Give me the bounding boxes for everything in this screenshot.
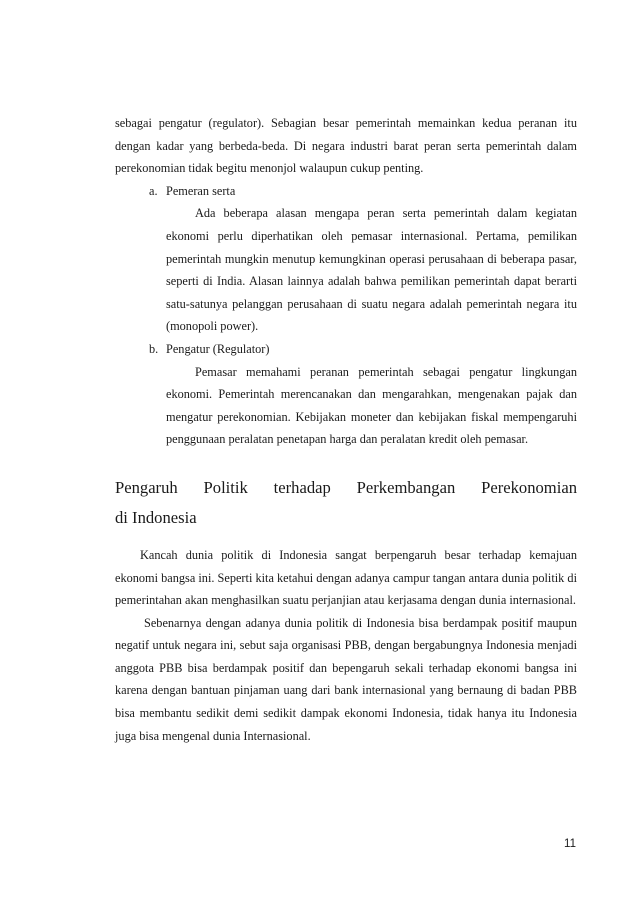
list-item-pengatur — [115, 338, 577, 451]
list-marker: b. — [149, 341, 159, 356]
intro-paragraph: sebagai pengatur (regulator). Sebagian besar pemerintah memainkan kedua peranan itu dengan kadar yang berbeda-beda. Di negara industri barat peran serta pemerintah dalam perekonomian tidak begitu menonjol walaupun cukup penting. — [115, 116, 577, 176]
section-heading-line-2: di Indonesia — [115, 507, 197, 527]
list-item-title: Pemeran serta — [166, 183, 236, 198]
role-list — [115, 180, 577, 451]
list-item-title: Pengatur (Regulator) — [166, 341, 270, 356]
body-paragraph-1: Kancah dunia politik di Indonesia sangat berpengaruh besar terhadap kemajuan ekonomi bangsa ini. Seperti kita ketahui dengan adanya campur tangan antara dunia politik di pemerintahan akan menghasilkan suatu perjanjian atau kerjasama dengan dunia internasional. — [115, 547, 577, 608]
list-marker: a. — [149, 183, 158, 198]
section-heading-line-1: Pengaruh Politik terhadap Perkembangan Perekonomian — [115, 477, 577, 497]
list-item-body: Pemasar memahami peranan pemerintah sebagai pengatur lingkungan ekonomi. Pemerintah merencanakan dan mengarahkan, mengenakan pajak dan mengatur perekonomian. Kebijakan moneter dan kebijakan fiskal mempengaruhi penggunaan peralatan penetapan harga dan peralatan kredit oleh pemasar. — [166, 364, 577, 447]
section-spacer — [115, 533, 577, 544]
list-item-heading — [149, 338, 577, 361]
list-item-pemeran-serta — [115, 180, 577, 338]
list-item-body: Ada beberapa alasan mengapa peran serta pemerintah dalam kegiatan ekonomi perlu diperhatikan oleh pemasar internasional. Pertama, pemilikan pemerintah mungkin menutup kemungkinan operasi perusahaan di beberapa pasar, seperti di India. Alasan lainnya adalah bahwa pemilikan pemerintah dapat berarti satu-satunya pelanggan perusahaan di suatu negara adalah pemerintah negara itu (monopoli power). — [166, 206, 577, 334]
body-paragraph-2: Sebenarnya dengan adanya dunia politik di Indonesia bisa berdampak positif maupun negatif untuk negara ini, sebut saja organisasi PBB, dengan bergabungnya Indonesia menjadi anggota PBB bisa berdampak positif dan bepengaruh sekali terhadap ekonomi bangsa ini karena dengan bantuan pinjaman uang dari bank internasional yang bernaung di badan PBB bisa membantu sedikit demi sedikit dampak ekonomi Indonesia, tidak hanya itu Indonesia juga bisa mengenal dunia Internasional. — [115, 615, 577, 743]
page-content — [115, 112, 577, 747]
page-number: 11 — [564, 838, 576, 850]
list-item-heading — [149, 180, 577, 203]
